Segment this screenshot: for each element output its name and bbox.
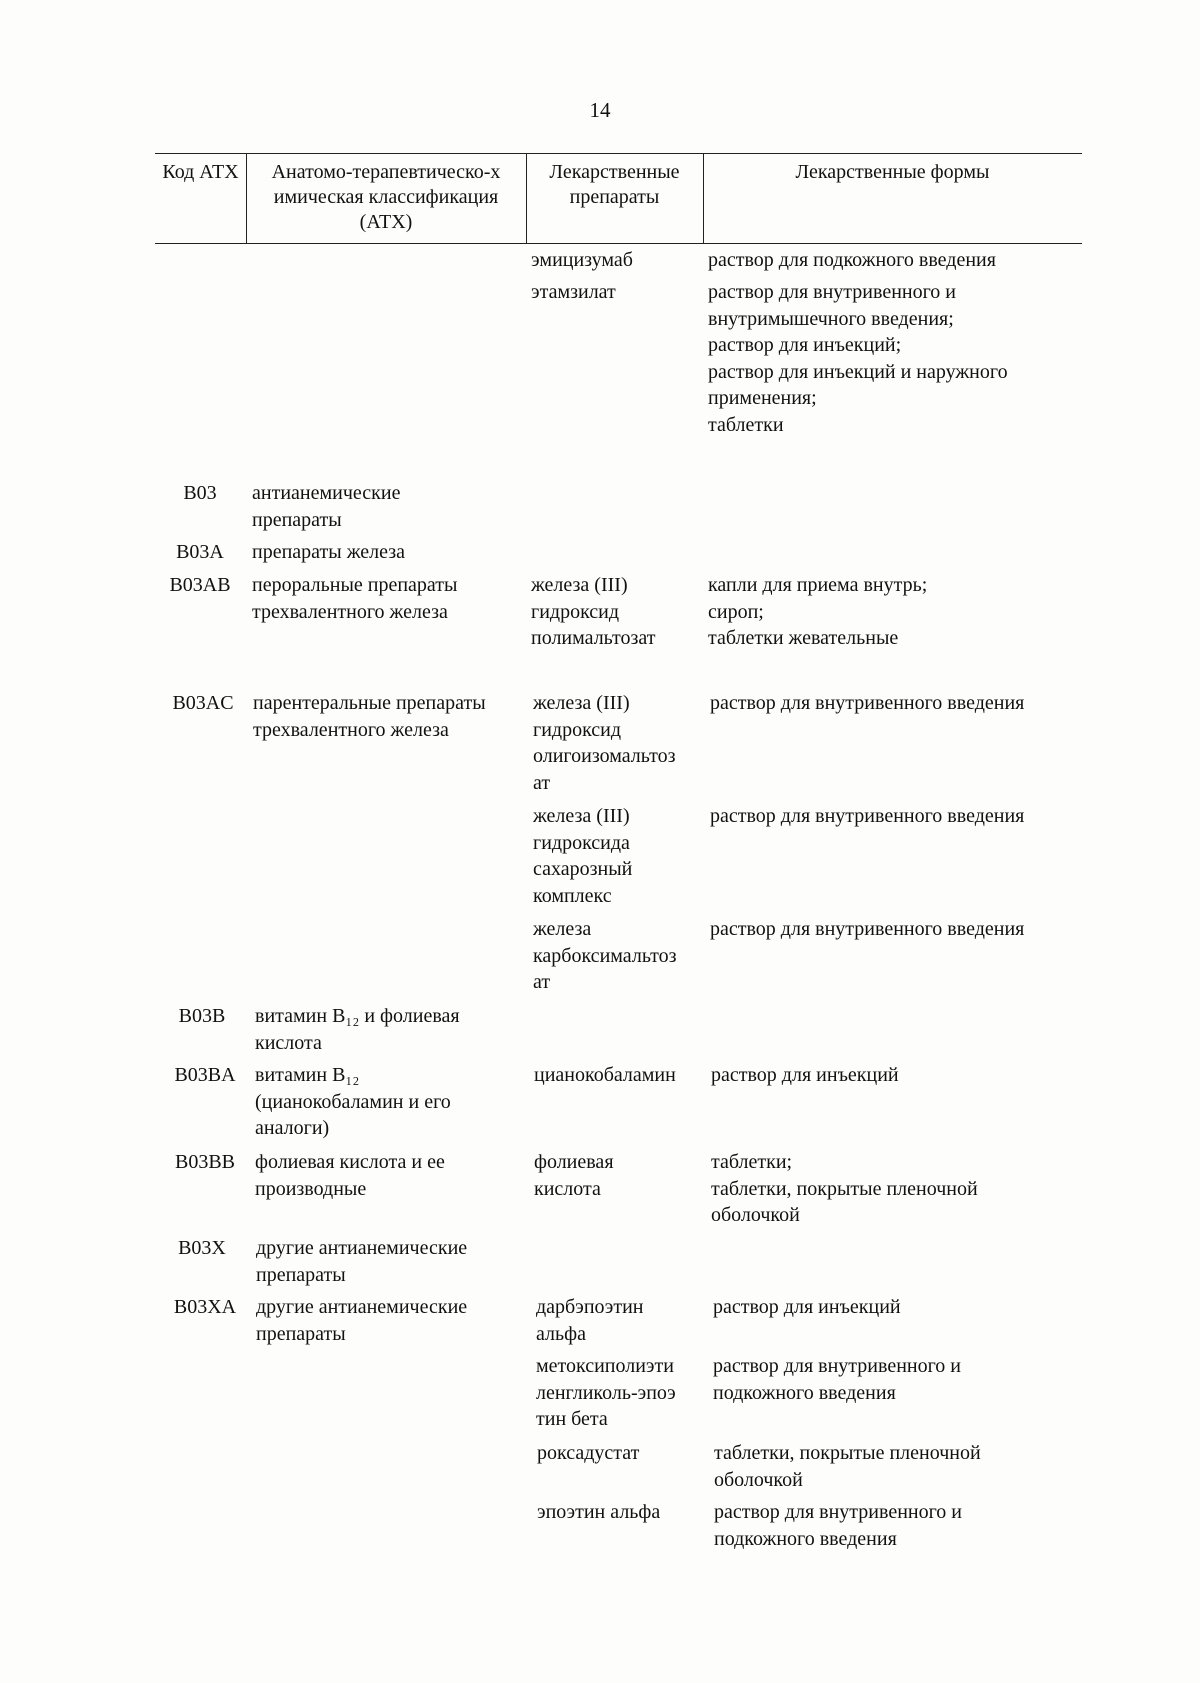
atc-code: B03BB (174, 1151, 236, 1173)
atc-code: B03B (178, 1005, 226, 1027)
drug-name: роксадустат (537, 1442, 640, 1464)
dosage-forms: капли для приема внутрь; сироп; таблетки жевательные (708, 574, 928, 649)
drug-name: цианокобаламин (534, 1064, 676, 1086)
drug-name: эпоэтин альфа (537, 1501, 661, 1523)
atc-classification: препараты железа (252, 541, 406, 563)
header-forms: Лекарственные формы (795, 161, 990, 183)
table-header (155, 153, 1082, 244)
atc-code: B03 (183, 482, 217, 504)
atc-classification: другие антианемические препараты (256, 1296, 468, 1345)
atc-code: B03AB (169, 574, 231, 596)
page-number: 14 (589, 98, 611, 122)
atc-classification: пероральные препараты трехвалентного железа (252, 574, 458, 623)
drug-name: железа (III) гидроксид олигоизомальтоз ат (533, 692, 676, 794)
header-drugs: Лекарственные препараты (549, 161, 680, 208)
drug-name: метоксиполиэти ленгликоль-эпоэ тин бета (536, 1355, 676, 1430)
drug-name: фолиевая кислота (534, 1151, 614, 1200)
atc-classification: другие антианемические препараты (256, 1237, 468, 1286)
drug-name: дарбэпоэтин альфа (536, 1296, 644, 1345)
dosage-forms: таблетки; таблетки, покрытые пленочной оболочкой (711, 1151, 978, 1226)
dosage-forms: раствор для подкожного введения (708, 249, 996, 271)
atc-code: B03X (178, 1237, 226, 1259)
dosage-forms: раствор для инъекций (713, 1296, 901, 1318)
header-classification: Анатомо-терапевтическо-х имическая классификация (АТХ) (271, 161, 501, 233)
dosage-forms: раствор для внутривенного и подкожного введения (714, 1501, 963, 1550)
dosage-forms: раствор для внутривенного и внутримышечного введения; раствор для инъекций; раствор для инъекций и наружного применения; таблетки (708, 281, 1008, 436)
atc-classification: витамин B₁₂ (цианокобаламин и его аналоги) (255, 1064, 451, 1139)
dosage-forms: раствор для инъекций (711, 1064, 899, 1086)
drug-name: этамзилат (531, 281, 616, 303)
drug-name: железа (III) гидроксида сахарозный комплекс (533, 805, 633, 907)
header-code: Код АТХ (162, 161, 239, 183)
dosage-forms: раствор для внутривенного введения (710, 805, 1025, 827)
atc-code: B03AC (172, 692, 234, 714)
dosage-forms: раствор для внутривенного и подкожного введения (713, 1355, 962, 1404)
atc-code: B03A (176, 541, 224, 563)
atc-classification: витамин B₁₂ и фолиевая кислота (255, 1005, 460, 1054)
dosage-forms: раствор для внутривенного введения (710, 692, 1025, 714)
dosage-forms: раствор для внутривенного введения (710, 918, 1025, 940)
atc-classification: фолиевая кислота и ее производные (255, 1151, 445, 1200)
atc-code: B03XA (173, 1296, 237, 1318)
atc-classification: антианемические препараты (252, 482, 401, 531)
drug-name: железа (III) гидроксид полимальтозат (531, 574, 656, 649)
atc-classification: парентеральные препараты трехвалентного железа (253, 692, 486, 741)
atc-code: B03BA (174, 1064, 236, 1086)
dosage-forms: таблетки, покрытые пленочной оболочкой (714, 1442, 981, 1491)
drug-name: железа карбоксимальтоз ат (533, 918, 677, 993)
drug-name: эмицизумаб (531, 249, 633, 271)
